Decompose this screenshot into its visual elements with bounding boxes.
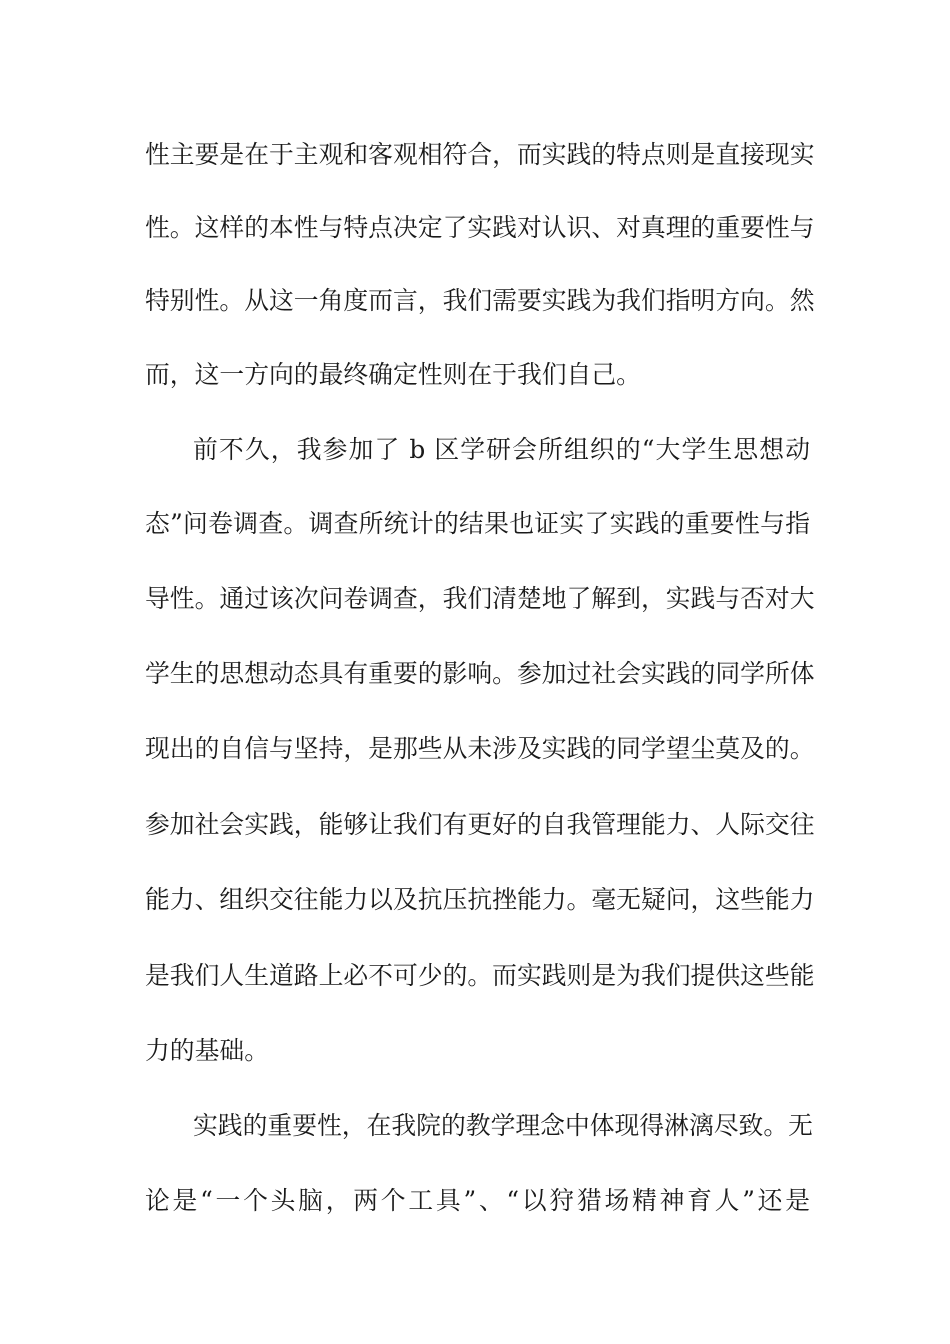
text-line: 前不久，我参加了 b 区学研会所组织的“大学生思想动 (193, 435, 810, 464)
text-line: 力的基础。 (145, 1036, 269, 1065)
text-line: 态”问卷调查。调查所统计的结果也证实了实践的重要性与指 (145, 509, 810, 538)
text-line: 特别性。从这一角度而言，我们需要实践为我们指明方向。然 (145, 286, 815, 315)
text-line: 性主要是在于主观和客观相符合，而实践的特点则是直接现实 (145, 140, 815, 169)
text-line: 学生的思想动态具有重要的影响。参加过社会实践的同学所体 (145, 659, 815, 688)
text-line: 实践的重要性，在我院的教学理念中体现得淋漓尽致。无 (193, 1111, 813, 1140)
text-line: 能力、组织交往能力以及抗压抗挫能力。毫无疑问，这些能力 (145, 885, 815, 914)
text-line: 现出的自信与坚持，是那些从未涉及实践的同学望尘莫及的。 (145, 734, 815, 763)
text-line: 参加社会实践，能够让我们有更好的自我管理能力、人际交往 (145, 810, 815, 839)
text-line: 导性。通过该次问卷调查，我们清楚地了解到，实践与否对大 (145, 584, 815, 613)
text-line: 论是“一个头脑，两个工具”、“以狩猎场精神育人”还是 (145, 1186, 810, 1215)
text-line: 性。这样的本性与特点决定了实践对认识、对真理的重要性与 (145, 213, 815, 242)
text-line: 是我们人生道路上必不可少的。而实践则是为我们提供这些能 (145, 961, 815, 990)
text-line: 而，这一方向的最终确定性则在于我们自己。 (145, 360, 641, 389)
